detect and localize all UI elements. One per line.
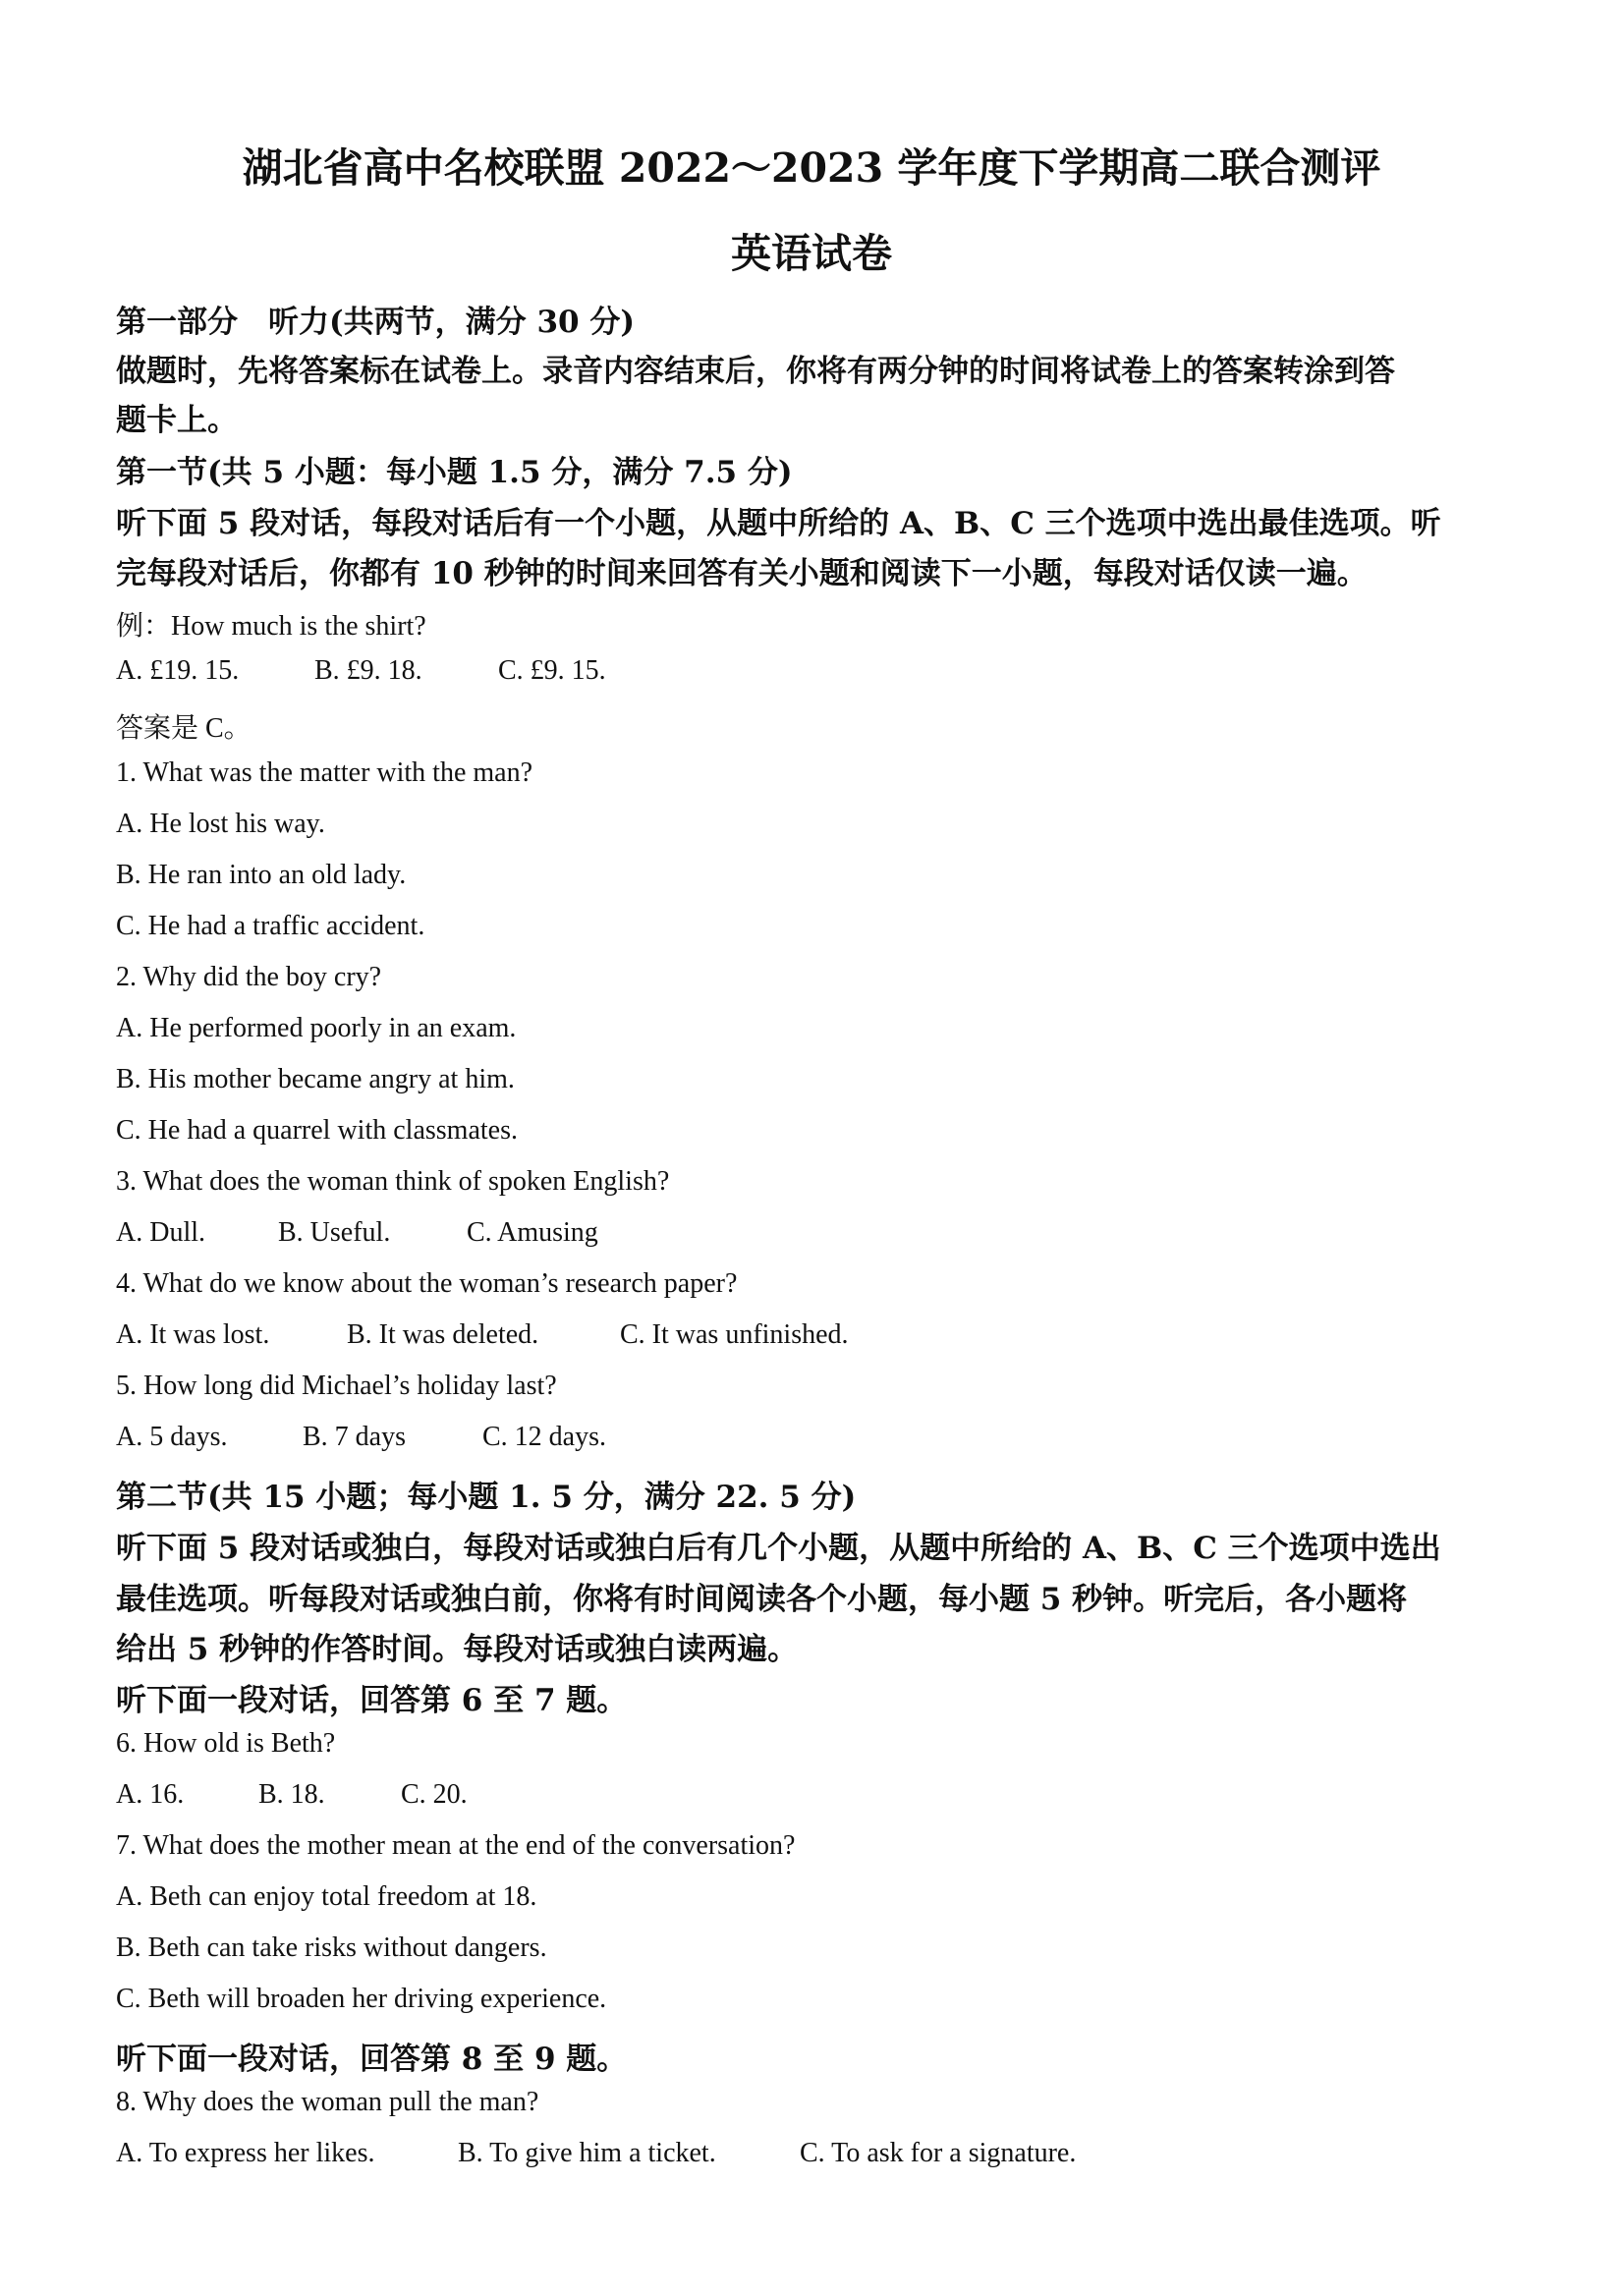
part1-instruction-2: 题卡上。 [116, 403, 238, 438]
question-1-option-c: C. He had a traffic accident. [116, 911, 425, 941]
option-a: A. Dull. [116, 1217, 205, 1248]
question-2-option-a: A. He performed poorly in an exam. [116, 1013, 517, 1043]
option-b: B. It was deleted. [347, 1319, 539, 1350]
question-7-option-b: B. Beth can take risks without dangers. [116, 1932, 547, 1963]
question-1-option-a: A. He lost his way. [116, 809, 325, 839]
question-6-options [116, 1779, 468, 1811]
part1-instruction-1: 做题时，先将答案标在试卷上。录音内容结束后，你将有两分钟的时间将试卷上的答案转涂到答 [116, 354, 1395, 389]
question-7-option-a: A. Beth can enjoy total freedom at 18. [116, 1881, 537, 1912]
section2-instruction-2: 最佳选项。听每段对话或独白前，你将有时间阅读各个小题，每小题 5 秒钟。听完后，各小题将 [116, 1582, 1408, 1617]
option-b: B. To give him a ticket. [458, 2138, 716, 2168]
group-heading-8-9: 听下面一段对话，回答第 8 至 9 题。 [116, 2042, 628, 2077]
section1-instruction-1: 听下面 5 段对话，每段对话后有一个小题，从题中所给的 A、B、C 三个选项中选出最佳选项。听 [116, 506, 1441, 541]
option-b: B. 18. [258, 1779, 325, 1810]
exam-title: 湖北省高中名校联盟 2022～2023 学年度下学期高二联合测评 [242, 144, 1381, 192]
option-b: B. Useful. [278, 1217, 391, 1248]
question-1-option-b: B. He ran into an old lady. [116, 860, 407, 890]
question-8-options [116, 2138, 1076, 2169]
question-1: 1. What was the matter with the man? [116, 757, 533, 788]
option-c: C. 20. [401, 1779, 468, 1810]
question-5: 5. How long did Michael’s holiday last? [116, 1371, 557, 1401]
part1-heading: 第一部分 听力(共两节，满分 30 分) [116, 305, 636, 340]
option-a: A. To express her likes. [116, 2138, 375, 2168]
option-a: A. It was lost. [116, 1319, 270, 1350]
option-a: A. £19. 15. [116, 655, 240, 686]
option-c: C. 12 days. [482, 1422, 606, 1452]
question-3: 3. What does the woman think of spoken English? [116, 1166, 670, 1197]
question-5-options [116, 1422, 606, 1453]
question-4: 4. What do we know about the woman’s research paper? [116, 1268, 738, 1299]
example-answer: 答案是 C。 [116, 713, 252, 744]
question-3-options [116, 1217, 598, 1249]
section2-instruction-3: 给出 5 秒钟的作答时间。每段对话或独白读两遍。 [116, 1632, 799, 1667]
exam-subtitle: 英语试卷 [731, 230, 892, 277]
question-2-option-b: B. His mother became angry at him. [116, 1064, 515, 1094]
option-a: A. 5 days. [116, 1422, 228, 1452]
question-2: 2. Why did the boy cry? [116, 962, 382, 992]
section2-instruction-1: 听下面 5 段对话或独白，每段对话或独白后有几个小题，从题中所给的 A、B、C 三个选项中选出 [116, 1531, 1441, 1566]
question-4-options [116, 1319, 849, 1351]
question-6: 6. How old is Beth? [116, 1728, 336, 1759]
section1-heading: 第一节(共 5 小题：每小题 1.5 分，满分 7.5 分) [116, 455, 793, 490]
section1-instruction-2: 完每段对话后，你都有 10 秒钟的时间来回答有关小题和阅读下一小题，每段对话仅读一遍。 [116, 556, 1368, 591]
question-7: 7. What does the mother mean at the end of the conversation? [116, 1830, 796, 1861]
question-7-option-c: C. Beth will broaden her driving experience. [116, 1984, 607, 2014]
option-c: C. Amusing [467, 1217, 598, 1248]
option-a: A. 16. [116, 1779, 185, 1810]
group-heading-6-7: 听下面一段对话，回答第 6 至 7 题。 [116, 1683, 628, 1718]
question-2-option-c: C. He had a quarrel with classmates. [116, 1115, 518, 1146]
option-c: C. It was unfinished. [620, 1319, 849, 1350]
example-options [116, 655, 606, 687]
option-c: C. £9. 15. [498, 655, 606, 686]
option-c: C. To ask for a signature. [800, 2138, 1077, 2168]
question-8: 8. Why does the woman pull the man? [116, 2087, 539, 2117]
section2-heading: 第二节(共 15 小题；每小题 1. 5 分，满分 22. 5 分) [116, 1480, 857, 1515]
option-b: B. £9. 18. [314, 655, 422, 686]
option-b: B. 7 days [303, 1422, 406, 1452]
example-question: 例：How much is the shirt? [116, 611, 426, 642]
